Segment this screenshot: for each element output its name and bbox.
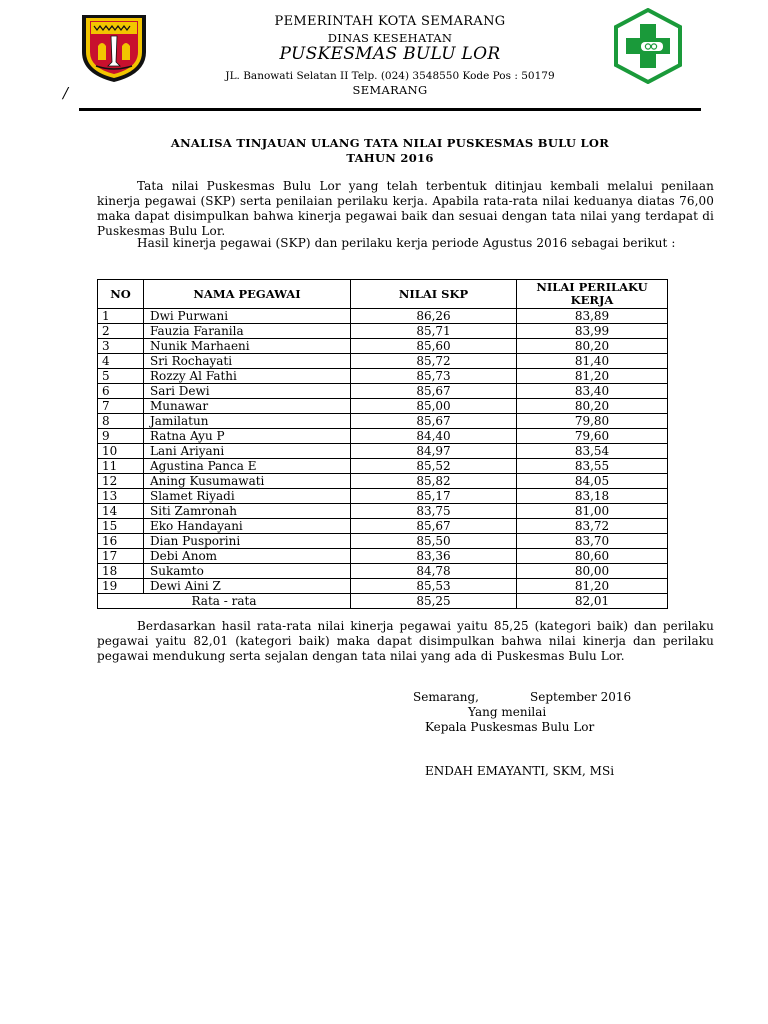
average-label: Rata - rata [191,594,257,608]
signatory-name: ENDAH EMAYANTI, SKM, MSi [425,764,615,778]
header-divider [79,108,701,111]
table-row [98,564,668,579]
column-header-behavior [517,280,668,309]
government-name: PEMERINTAH KOTA SEMARANG [274,14,506,29]
employee-score-table [97,279,668,609]
skp-score: 83,36 [351,549,517,564]
table-row [98,309,668,324]
employee-name: Debi Anom [144,549,351,564]
behavior-score: 83,70 [517,534,668,549]
skp-score: 83,75 [351,504,517,519]
skp-score: 85,67 [351,384,517,399]
table-row [98,549,668,564]
table-header-row [98,280,668,309]
table-row [98,429,668,444]
table-row [98,324,668,339]
table-row [98,399,668,414]
document-title: ANALISA TINJAUAN ULANG TATA NILAI PUSKESMAS BULU LOR [170,136,610,150]
behavior-score: 83,18 [517,489,668,504]
skp-score: 85,72 [351,354,517,369]
average-skp: 85,25 [351,594,517,609]
employee-name: Rozzy Al Fathi [144,369,351,384]
skp-score: 85,67 [351,519,517,534]
skp-score: 85,71 [351,324,517,339]
table-row [98,459,668,474]
employee-name: Nunik Marhaeni [144,339,351,354]
row-no: 6 [98,384,144,399]
employee-name: Eko Handayani [144,519,351,534]
puskesmas-name: PUSKESMAS BULU LOR [279,44,501,64]
column-header-behavior-line1: NILAI PERILAKU [536,280,648,294]
row-no: 2 [98,324,144,339]
behavior-score: 83,54 [517,444,668,459]
puskesmas-cross-logo-icon [610,8,686,84]
skp-score: 85,52 [351,459,517,474]
behavior-score: 80,00 [517,564,668,579]
table-row [98,519,668,534]
conclusion-paragraph [97,619,714,664]
employee-name: Sri Rochayati [144,354,351,369]
signature-place: Semarang, [413,690,479,704]
document-year: TAHUN 2016 [346,151,434,165]
behavior-score: 81,40 [517,354,668,369]
signature-position: Kepala Puskesmas Bulu Lor [425,720,595,734]
table-row [98,339,668,354]
employee-name: Aning Kusumawati [144,474,351,489]
skp-score: 84,78 [351,564,517,579]
skp-score: 85,17 [351,489,517,504]
employee-name: Slamet Riyadi [144,489,351,504]
row-no: 4 [98,354,144,369]
row-no: 3 [98,339,144,354]
row-no: 18 [98,564,144,579]
row-no: 10 [98,444,144,459]
skp-score: 85,53 [351,579,517,594]
column-header-behavior-line2: KERJA [570,293,614,307]
average-label-cell [98,594,351,609]
skp-score: 86,26 [351,309,517,324]
department-name: DINAS KESEHATAN [327,31,453,45]
employee-name: Sari Dewi [144,384,351,399]
row-no: 17 [98,549,144,564]
behavior-score: 81,20 [517,579,668,594]
behavior-score: 83,40 [517,384,668,399]
column-header-skp: NILAI SKP [351,280,517,309]
semarang-city-seal-icon [78,12,150,84]
table-row [98,369,668,384]
row-no: 16 [98,534,144,549]
employee-name: Sukamto [144,564,351,579]
row-no: 8 [98,414,144,429]
results-paragraph [97,236,714,251]
table-row [98,384,668,399]
behavior-score: 83,72 [517,519,668,534]
table-row [98,579,668,594]
employee-name: Ratna Ayu P [144,429,351,444]
row-no: 7 [98,399,144,414]
signature-role: Yang menilai [468,705,547,719]
employee-name: Munawar [144,399,351,414]
intro-paragraph [97,179,714,239]
table-row [98,489,668,504]
employee-name: Lani Ariyani [144,444,351,459]
city-name: SEMARANG [352,83,428,97]
row-no: 15 [98,519,144,534]
table-row [98,534,668,549]
column-header-name: NAMA PEGAWAI [144,280,351,309]
employee-name: Jamilatun [144,414,351,429]
table-row [98,354,668,369]
skp-score: 85,50 [351,534,517,549]
row-no: 1 [98,309,144,324]
row-no: 9 [98,429,144,444]
average-row [98,594,668,609]
average-behavior: 82,01 [517,594,668,609]
table-row [98,414,668,429]
edge-mark: / [63,84,69,102]
row-no: 13 [98,489,144,504]
behavior-score: 80,20 [517,399,668,414]
row-no: 5 [98,369,144,384]
intro-text: Tata nilai Puskesmas Bulu Lor yang telah terbentuk ditinjau kembali melalui penilaan kinerja pegawai (SKP) serta penilaian perilaku kerja. Apabila rata-rata nilai keduanya diatas 76,00 maka dapat disimpulkan bahwa kinerja pegawai baik dan sesuai dengan tata nilai yang terdapat di Puskesmas Bulu Lor. [97,179,714,238]
row-no: 14 [98,504,144,519]
behavior-score: 80,60 [517,549,668,564]
row-no: 12 [98,474,144,489]
row-no: 11 [98,459,144,474]
employee-name: Agustina Panca E [144,459,351,474]
behavior-score: 79,80 [517,414,668,429]
behavior-score: 83,55 [517,459,668,474]
skp-score: 85,73 [351,369,517,384]
employee-name: Dian Pusporini [144,534,351,549]
table-row [98,504,668,519]
conclusion-text: Berdasarkan hasil rata-rata nilai kinerja pegawai yaitu 85,25 (kategori baik) dan perilaku pegawai yaitu 82,01 (kategori baik) maka dapat disimpulkan bahwa nilai kinerja dan perilaku pegawai mendukung serta sejalan dengan tata nilai yang ada di Puskesmas Bulu Lor. [97,619,714,663]
skp-score: 84,40 [351,429,517,444]
row-no: 19 [98,579,144,594]
behavior-score: 81,00 [517,504,668,519]
behavior-score: 84,05 [517,474,668,489]
skp-score: 85,60 [351,339,517,354]
employee-name: Dewi Aini Z [144,579,351,594]
table-row [98,444,668,459]
behavior-score: 83,99 [517,324,668,339]
skp-score: 85,82 [351,474,517,489]
table-row [98,474,668,489]
behavior-score: 83,89 [517,309,668,324]
address: JL. Banowati Selatan II Telp. (024) 3548550 Kode Pos : 50179 [225,70,555,82]
skp-score: 85,00 [351,399,517,414]
behavior-score: 81,20 [517,369,668,384]
results-text: Hasil kinerja pegawai (SKP) dan perilaku kerja periode Agustus 2016 sebagai berikut : [137,236,676,250]
signature-date: September 2016 [530,690,632,704]
skp-score: 85,67 [351,414,517,429]
column-header-no: NO [98,280,144,309]
employee-name: Fauzia Faranila [144,324,351,339]
employee-name: Siti Zamronah [144,504,351,519]
behavior-score: 79,60 [517,429,668,444]
skp-score: 84,97 [351,444,517,459]
behavior-score: 80,20 [517,339,668,354]
employee-name: Dwi Purwani [144,309,351,324]
